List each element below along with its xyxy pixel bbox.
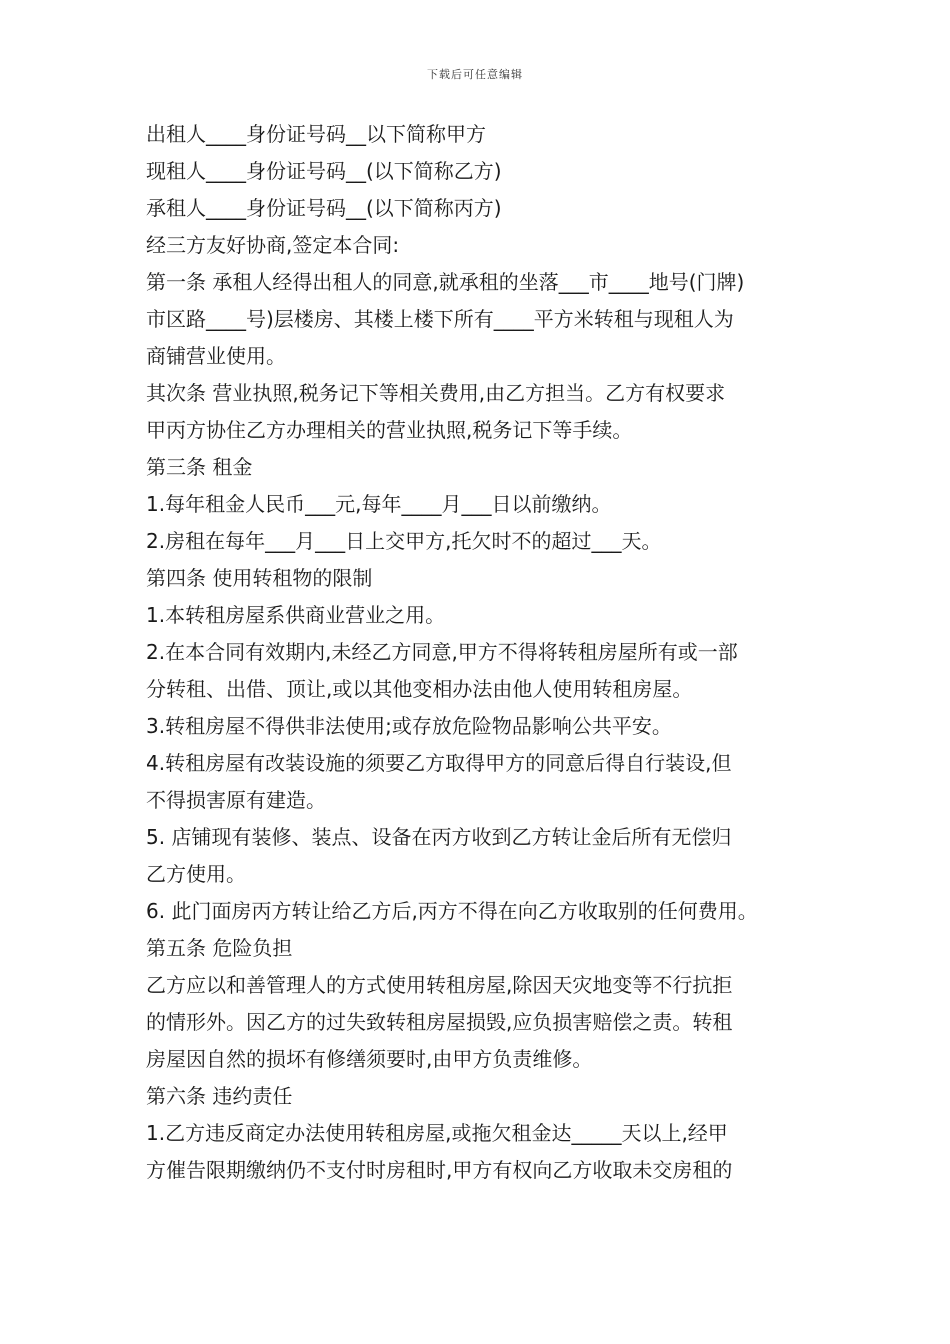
text-line: 出租人____身份证号码__以下简称甲方 <box>146 122 486 146</box>
text-line: 承租人____身份证号码__(以下简称丙方) <box>146 196 502 220</box>
text-line: 甲丙方协住乙方办理相关的营业执照,税务记下等手续。 <box>146 418 633 442</box>
text-line: 2.在本合同有效期内,未经乙方同意,甲方不得将转租房屋所有或一部 <box>146 640 738 664</box>
article-1-line: 第一条 承租人经得出租人的同意,就承租的坐落___市____地号(门牌) <box>146 270 745 294</box>
contract-body <box>146 116 816 1189</box>
article-3-heading: 第三条 租金 <box>146 455 253 479</box>
article-5-heading: 第五条 危险负担 <box>146 936 293 960</box>
text-line: 1.每年租金人民币___元,每年____月___日以前缴纳。 <box>146 492 612 516</box>
text-line: 1.本转租房屋系供商业营业之用。 <box>146 603 446 627</box>
text-line: 房屋因自然的损坏有修缮须要时,由甲方负责维修。 <box>146 1047 593 1071</box>
text-line: 商铺营业使用。 <box>146 344 286 368</box>
text-line: 乙方应以和善管理人的方式使用转租房屋,除因天灾地变等不行抗拒 <box>146 973 733 997</box>
text-line: 经三方友好协商,签定本合同: <box>146 233 400 257</box>
text-line: 的情形外。因乙方的过失致转租房屋损毁,应负损害赔偿之责。转租 <box>146 1010 733 1034</box>
text-line: 方催告限期缴纳仍不支付时房租时,甲方有权向乙方收取未交房租的 <box>146 1158 733 1182</box>
text-line: 4.转租房屋有改装设施的须要乙方取得甲方的同意后得自行装设,但 <box>146 751 732 775</box>
article-2-line: 其次条 营业执照,税务记下等相关费用,由乙方担当。乙方有权要求 <box>146 381 726 405</box>
text-line: 不得损害原有建造。 <box>146 788 326 812</box>
text-line: 5. 店铺现有装修、装点、设备在丙方收到乙方转让金后所有无偿归 <box>146 825 732 849</box>
article-6-heading: 第六条 违约责任 <box>146 1084 293 1108</box>
text-line: 分转租、出借、顶让,或以其他变相办法由他人使用转租房屋。 <box>146 677 693 701</box>
text-line: 市区路____号)层楼房、其楼上楼下所有____平方米转租与现租人为 <box>146 307 734 331</box>
article-4-heading: 第四条 使用转租物的限制 <box>146 566 373 590</box>
text-line: 2.房租在每年___月___日上交甲方,托欠时不的超过___天。 <box>146 529 662 553</box>
text-line: 6. 此门面房丙方转让给乙方后,丙方不得在向乙方收取别的任何费用。 <box>146 899 758 923</box>
text-line: 1.乙方违反商定办法使用转租房屋,或拖欠租金达_____天以上,经甲 <box>146 1121 728 1145</box>
text-line: 3.转租房屋不得供非法使用;或存放危险物品影响公共平安。 <box>146 714 672 738</box>
text-line: 现租人____身份证号码__(以下简称乙方) <box>146 159 502 183</box>
text-line: 乙方使用。 <box>146 862 246 886</box>
header-note: 下载后可任意编辑 <box>427 68 523 81</box>
